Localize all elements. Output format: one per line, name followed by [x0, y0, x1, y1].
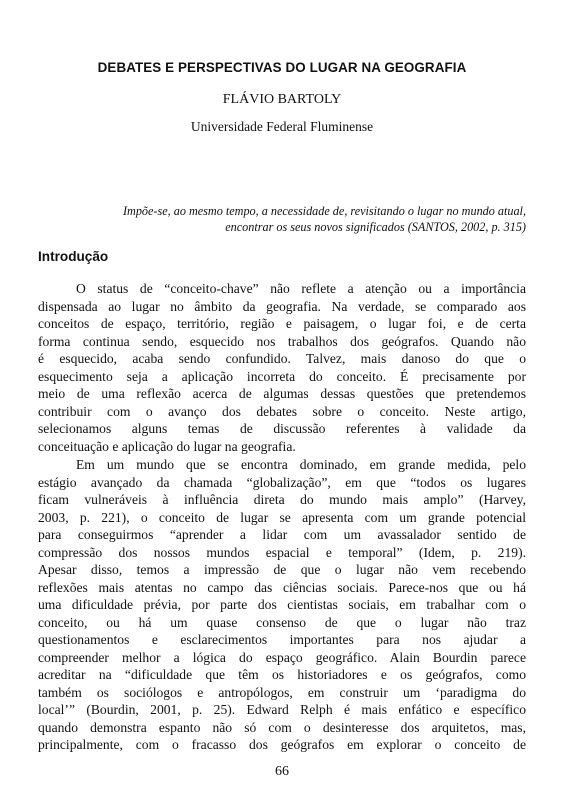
- text-line: dispensada ao lugar no âmbito da geografia. Na verdade, se comparado aos: [38, 298, 526, 314]
- section-heading: Introdução: [38, 249, 109, 264]
- text-line: também os sociólogos e antropólogos, em construir um ‘paradigma do: [38, 684, 526, 700]
- text-line: reflexões mais atentas no campo das ciências sociais. Parece-nos que ou há: [38, 579, 526, 595]
- text-line: principalmente, com o fracasso dos geógrafos em explorar o conceito de: [38, 737, 526, 752]
- text-line: estágio avançado da chamada “globalização”, em que “todos os lugares: [38, 474, 526, 490]
- page-number: 66: [275, 764, 289, 779]
- text-line: forma continua sendo, esquecido nos trabalhos dos geógrafos. Quando não: [38, 333, 526, 349]
- text-line: compressão dos nossos mundos espacial e temporal” (Idem, p. 219).: [38, 544, 526, 560]
- text-line: questionamentos e esclarecimentos importantes para nos ajudar a: [38, 632, 526, 647]
- text-line: para conseguirmos “aprender a lidar com um avassalador sentido de: [38, 527, 526, 542]
- epigraph-line: Impõe-se, ao mesmo tempo, a necessidade de, revisitando o lugar no mundo atual,: [122, 204, 526, 218]
- epigraph-line: encontrar os seus novos significados (SANTOS, 2002, p. 315): [225, 220, 526, 234]
- text-line: meio de uma reflexão acerca de algumas dessas questões que pretendemos: [38, 386, 526, 401]
- text-line: conceito, ou há um quase consenso de que o lugar não traz: [38, 614, 526, 630]
- article-title: DEBATES E PERSPECTIVAS DO LUGAR NA GEOGRAFIA: [97, 60, 467, 75]
- text-line: conceitos de espaço, território, região e paisagem, o lugar foi, e de certa: [38, 316, 526, 331]
- text-line: selecionamos alguns temas de discussão referentes à validade da: [38, 421, 526, 436]
- text-line: local’” (Bourdin, 2001, p. 25). Edward Relph é mais enfático e específico: [38, 702, 526, 717]
- text-line: Em um mundo que se encontra dominado, em grande medida, pelo: [76, 457, 526, 472]
- text-line: conceituação e aplicação do lugar na geografia.: [38, 438, 296, 454]
- text-line: 2003, p. 221), o conceito de lugar se apresenta com um grande potencial: [38, 509, 526, 525]
- epigraph: [60, 203, 526, 235]
- text-line: é esquecido, acaba sendo confundido. Talvez, mais danoso do que o: [38, 351, 526, 366]
- text-line: quando demonstra espanto não só com o desinteresse dos arquitetos, mas,: [38, 719, 526, 735]
- paragraph-2: [38, 456, 526, 754]
- author-name: FLÁVIO BARTOLY: [222, 92, 342, 107]
- text-line: acreditar na “dificuldade que têm os historiadores e os geógrafos, como: [38, 667, 526, 682]
- text-line: Apesar disso, temos a impressão de que o lugar não vem recebendo: [38, 562, 526, 577]
- text-line: esquecimento seja a aplicação incorreta do conceito. É precisamente por: [38, 368, 526, 384]
- text-line: ficam vulneráveis à influência direta do mundo mais amplo” (Harvey,: [38, 492, 526, 507]
- text-line: contribuir com o avanço dos debates sobre o conceito. Neste artigo,: [38, 403, 526, 419]
- text-line: O status de “conceito-chave” não reflete a atenção ou a importância: [76, 281, 526, 296]
- author-affiliation: Universidade Federal Fluminense: [190, 119, 374, 134]
- text-line: uma dificuldade prévia, por parte dos cientistas sociais, em trabalhar com o: [38, 597, 526, 612]
- paragraph-1: [38, 280, 526, 455]
- text-line: compreender melhor a lógica do espaço geográfico. Alain Bourdin parece: [38, 649, 526, 665]
